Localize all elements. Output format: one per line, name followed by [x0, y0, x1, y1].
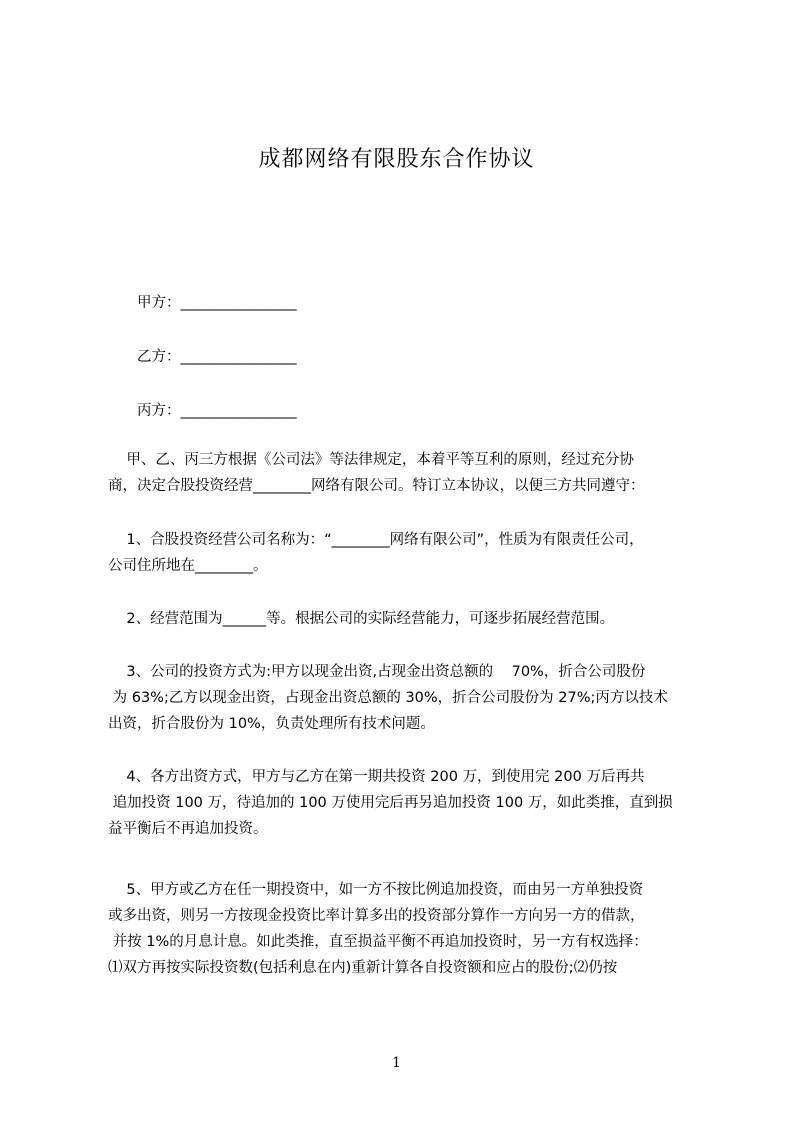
document-title: 成都网络有限股东合作协议: [258, 147, 535, 172]
paragraph-clause-4: [108, 764, 708, 842]
text-line: 追加投资 100 万，待追加的 100 万使用完后再另追加投资 100 万，如此类推，直到损: [108, 795, 673, 811]
text-line: 2、经营范围为______等。根据公司的实际经营能力，可逐步拓展经营范围。: [108, 611, 615, 627]
text-line: 并按 1%的月息计息。如此类推，直至损益平衡不再追加投资时，另一方有权选择：: [108, 934, 648, 950]
text-line: 4、各方出资方式，甲方与乙方在第一期共投资 200 万，到使用完 200 万后再共: [108, 769, 645, 785]
party-a-line: 甲方：________________: [137, 295, 297, 311]
text-line: 5、甲方或乙方在任一期投资中，如一方不按比例追加投资，而由另一方单独投资: [108, 882, 644, 898]
paragraph-clause-5: [108, 877, 708, 981]
text-line: 商，决定合股投资经营________网络有限公司。特订立本协议，以便三方共同遵守：: [108, 478, 645, 494]
text-line: 益平衡后不再追加投资。: [108, 821, 268, 837]
paragraph-clause-2: [108, 606, 708, 632]
text-line: 为 63%;乙方以现金出资，占现金出资总额的 30%，折合公司股份为 27%;丙方以技术: [108, 690, 668, 706]
text-line: 甲、乙、丙三方根据《公司法》等法律规定，本着平等互利的原则，经过充分协: [108, 452, 634, 468]
paragraph-clause-1: [108, 527, 708, 579]
text-line: 出资，折合股份为 10%，负责处理所有技术问题。: [108, 716, 435, 732]
party-b-line: 乙方：________________: [137, 349, 297, 365]
paragraph-clause-3: [108, 659, 708, 737]
party-c-line: 丙方：________________: [137, 403, 297, 419]
text-line: 公司住所地在________。: [108, 558, 268, 574]
page-number: 1: [392, 1055, 401, 1071]
text-line: 1、合股投资经营公司名称为：“________网络有限公司”，性质为有限责任公司，: [108, 532, 644, 548]
paragraph-preamble: [108, 447, 708, 499]
text-line: 3、公司的投资方式为:甲方以现金出资,占现金出资总额的 70%，折合公司股份: [108, 664, 646, 680]
text-line: 或多出资，则另一方按现金投资比率计算多出的投资部分算作一方向另一方的借款，: [108, 908, 645, 924]
text-line: ⑴双方再按实际投资数(包括利息在内)重新计算各自投资额和应占的股份;⑵仍按: [108, 960, 618, 976]
